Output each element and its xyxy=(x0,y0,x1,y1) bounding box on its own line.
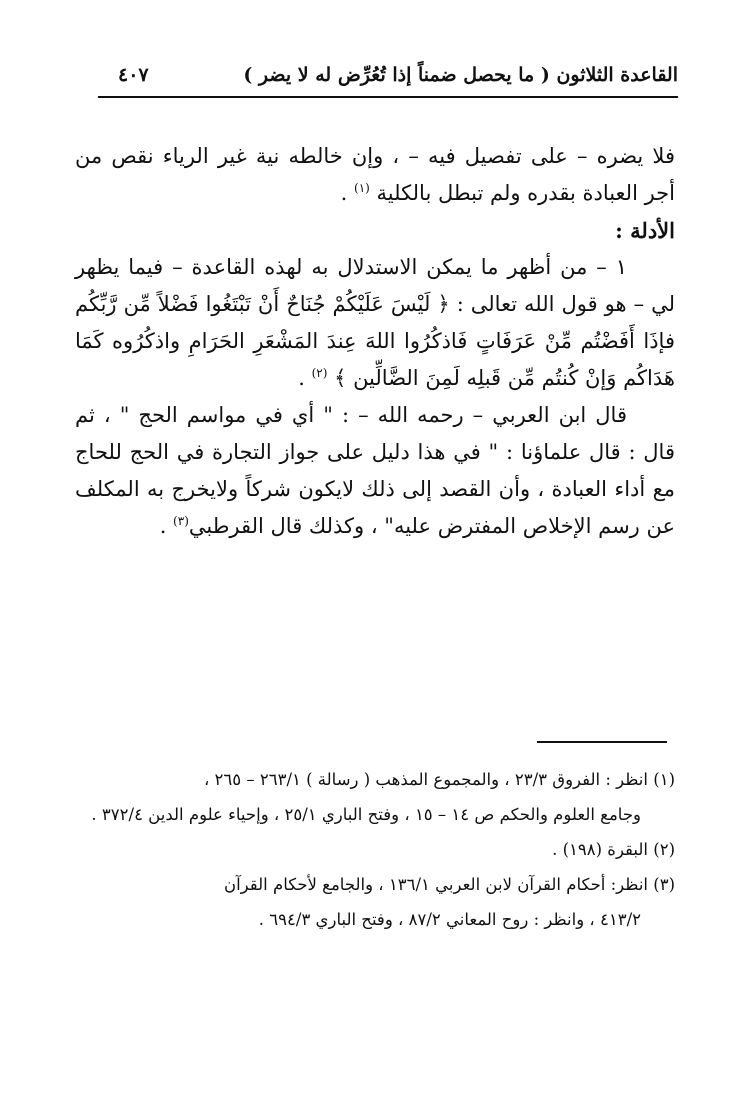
footnotes xyxy=(75,762,675,937)
footnote-ref-2: (٢) xyxy=(311,366,328,380)
footnote-1 xyxy=(75,762,675,832)
footnote-3-text: انظر: أحكام القرآن لابن العربي ١٣٦/١ ، والجامع لأحكام القرآن xyxy=(223,875,648,894)
footnote-3 xyxy=(75,867,675,937)
paragraph-evidence-text: ١ – من أظهر ما يمكن الاستدلال به لهذه القاعدة – فيما يظهر لي – هو قول الله تعالى : ﴿ لَيْسَ عَلَيْكُمْ جُنَاحٌ أَنْ تَبْتَغُوا فَضْلاً مِّن رَّبِّكُم فإذَا أَفَضْتُم مِّنْ عَرَفَاتٍ فَاذكُرُوا اللهَ عِندَ المَشْعَرِ الحَرَامِ واذكُرُوه كَمَا هَدَاكُم وَإنْ كُنتُم مِّن قَبلِه لَمِنَ الضَّالِّين ﴾ xyxy=(75,255,675,390)
footnote-2-number: (٢) xyxy=(653,840,675,859)
running-header xyxy=(98,62,678,98)
footnote-ref-1: (١) xyxy=(354,181,370,195)
paragraph-evidence-end: . xyxy=(298,366,312,390)
paragraph-intro-text: فلا يضره – على تفصيل فيه – ، وإن خالطه نية غير الرياء نقص من أجر العبادة بقدره ولم تبطل بالكلية xyxy=(75,144,675,205)
paragraph-quote-end: . xyxy=(159,514,174,538)
section-heading: الأدلة : xyxy=(615,218,675,243)
paragraph-intro-end: . xyxy=(340,181,354,205)
paragraph-quote-text: قال ابن العربي – رحمه الله – : " أي في مواسم الحج " ، ثم قال : قال علماؤنا : " في هذا دليل على جواز التجارة في الحج للحاج مع أداء العبادة ، وأن القصد إلى ذلك لايكون شركاً ولايخرج به المكلف عن رسم الإخلاص المفترض عليه" ، وكذلك قال القرطبي xyxy=(75,403,675,538)
header-title: القاعدة الثلاثون ( ما يحصل ضمناً إذا تُعُرِّض له لا يضر ) xyxy=(243,64,678,86)
footnote-2-text: البقرة (١٩٨) . xyxy=(552,840,648,859)
footnote-1-number: (١) xyxy=(653,770,675,789)
paragraph-intro xyxy=(75,138,675,212)
footnote-3-number: (٣) xyxy=(653,875,675,894)
footnote-2 xyxy=(75,832,675,867)
footnote-1-continuation: وجامع العلوم والحكم ص ١٤ – ١٥ ، وفتح الباري ٢٥/١ ، وإحياء علوم الدين ٣٧٢/٤ . xyxy=(91,805,641,824)
footnote-ref-3: (٣) xyxy=(173,514,189,528)
paragraph-evidence xyxy=(75,249,675,397)
paragraph-quote xyxy=(75,397,675,545)
footnote-3-continuation: ٤١٣/٢ ، وانظر : روح المعاني ٨٧/٢ ، وفتح الباري ٦٩٤/٣ . xyxy=(258,910,641,929)
page-number: ٤٠٧ xyxy=(118,64,149,86)
main-text xyxy=(75,138,675,545)
footnote-1-text: انظر : الفروق ٢٣/٣ ، والمجموع المذهب ( رسالة ) ٢٦٣/١ – ٢٦٥ ، xyxy=(203,770,648,789)
footnote-separator xyxy=(537,741,667,743)
